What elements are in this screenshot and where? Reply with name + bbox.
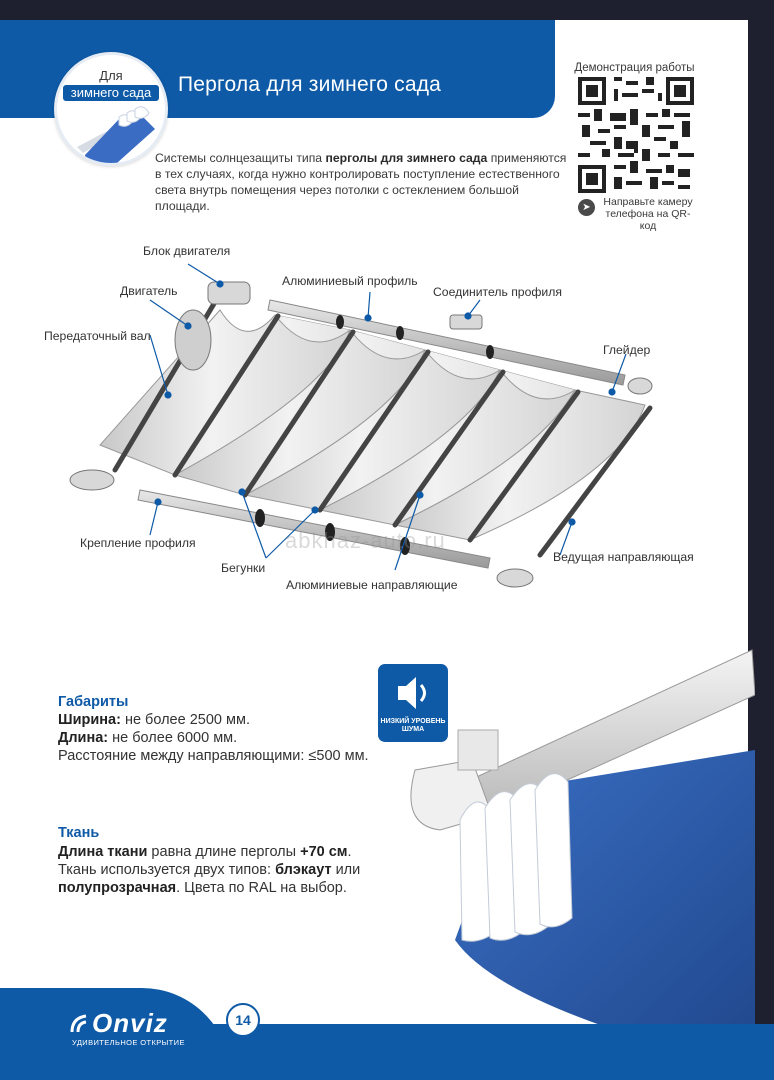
label-motor: Двигатель <box>120 284 178 298</box>
qr-code[interactable] <box>578 77 694 193</box>
low-noise-badge <box>378 664 448 742</box>
page-number: 14 <box>226 1003 260 1037</box>
low-noise-line1: НИЗКИЙ УРОВЕНЬ <box>380 718 446 725</box>
label-runners: Бегунки <box>221 561 266 575</box>
low-noise-caption <box>378 718 448 734</box>
page-title: Пергола для зимнего сада <box>178 73 442 96</box>
qr-caption: Демонстрация работы <box>574 62 695 74</box>
fabric-type-blackout: блэкаут <box>275 862 332 878</box>
label-leading-guide: Ведущая направляющая <box>553 550 694 564</box>
qr-hint-line1: Направьте камеру <box>603 196 693 208</box>
label-profile-connector: Соединитель профиля <box>433 285 562 299</box>
fabric-length-value: +70 см <box>300 844 348 860</box>
intro-text-bold: перголы для зимнего сада <box>325 151 488 165</box>
logo-slogan: УДИВИТЕЛЬНОЕ ОТКРЫТИЕ <box>72 1038 185 1047</box>
label-aluminum-profile: Алюминиевый профиль <box>282 274 418 288</box>
winter-garden-badge <box>54 52 168 166</box>
badge-line1: Для <box>99 68 123 83</box>
length-label: Длина: <box>58 730 109 746</box>
label-glider: Глейдер <box>603 343 651 357</box>
telegram-send-icon: ➤ <box>578 199 595 216</box>
length-value: не более 6000 мм. <box>108 730 238 746</box>
spacing-line: Расстояние между направляющими: ≤500 мм. <box>58 748 369 764</box>
width-line <box>58 711 388 729</box>
fabric-types-mid: или <box>331 862 361 878</box>
fabric-length-label: Длина ткани <box>58 844 148 860</box>
badge-pergola-illustration <box>57 55 165 163</box>
width-value: не более 2500 мм. <box>120 712 250 728</box>
watermark: abkhaz-auto.ru <box>285 528 446 553</box>
label-profile-mount: Крепление профиля <box>80 536 196 550</box>
top-frame-strip <box>0 0 774 20</box>
low-noise-line2: ШУМА <box>401 726 425 733</box>
length-line <box>58 729 388 747</box>
speaker-icon <box>378 668 448 718</box>
badge-line2: зимнего сада <box>63 85 159 101</box>
fabric-type-translucent: полупрозрачная <box>58 880 177 896</box>
intro-paragraph <box>155 150 575 214</box>
fabric-line3 <box>58 879 388 897</box>
fabric-length-mid: равна длине перголы <box>147 844 301 860</box>
intro-text-end: применяются в тех случаях, когда нужно контролировать поступление естественного света внутрь помещения через потолки с остеклением большой площади. <box>155 151 567 213</box>
qr-hint-line2: телефона на QR-код <box>605 208 691 232</box>
fabric-line2 <box>58 861 388 879</box>
intro-text-start: Системы солнцезащиты типа <box>155 151 326 165</box>
label-motor-block: Блок двигателя <box>143 244 231 258</box>
label-aluminum-guides: Алюминиевые направляющие <box>286 578 458 592</box>
dimensions-text <box>58 711 388 765</box>
onviz-logo <box>60 1004 195 1054</box>
label-drive-shaft: Передаточный вал <box>44 329 151 343</box>
fabric-text <box>58 843 388 897</box>
fabric-line1-end: . <box>347 844 352 860</box>
logo-text: Onviz <box>92 1008 168 1038</box>
fabric-colors-text: . Цвета по RAL на выбор. <box>176 880 347 896</box>
fabric-types-start: Ткань используется двух типов: <box>58 862 276 878</box>
width-label: Ширина: <box>58 712 121 728</box>
fabric-heading: Ткань <box>58 825 100 841</box>
qr-hint <box>578 196 700 232</box>
motor-block-shape <box>208 282 250 304</box>
qr-hint-text <box>598 196 698 232</box>
dimensions-heading: Габариты <box>58 694 129 710</box>
motor-shape <box>175 310 211 370</box>
fabric-line1 <box>58 843 388 861</box>
